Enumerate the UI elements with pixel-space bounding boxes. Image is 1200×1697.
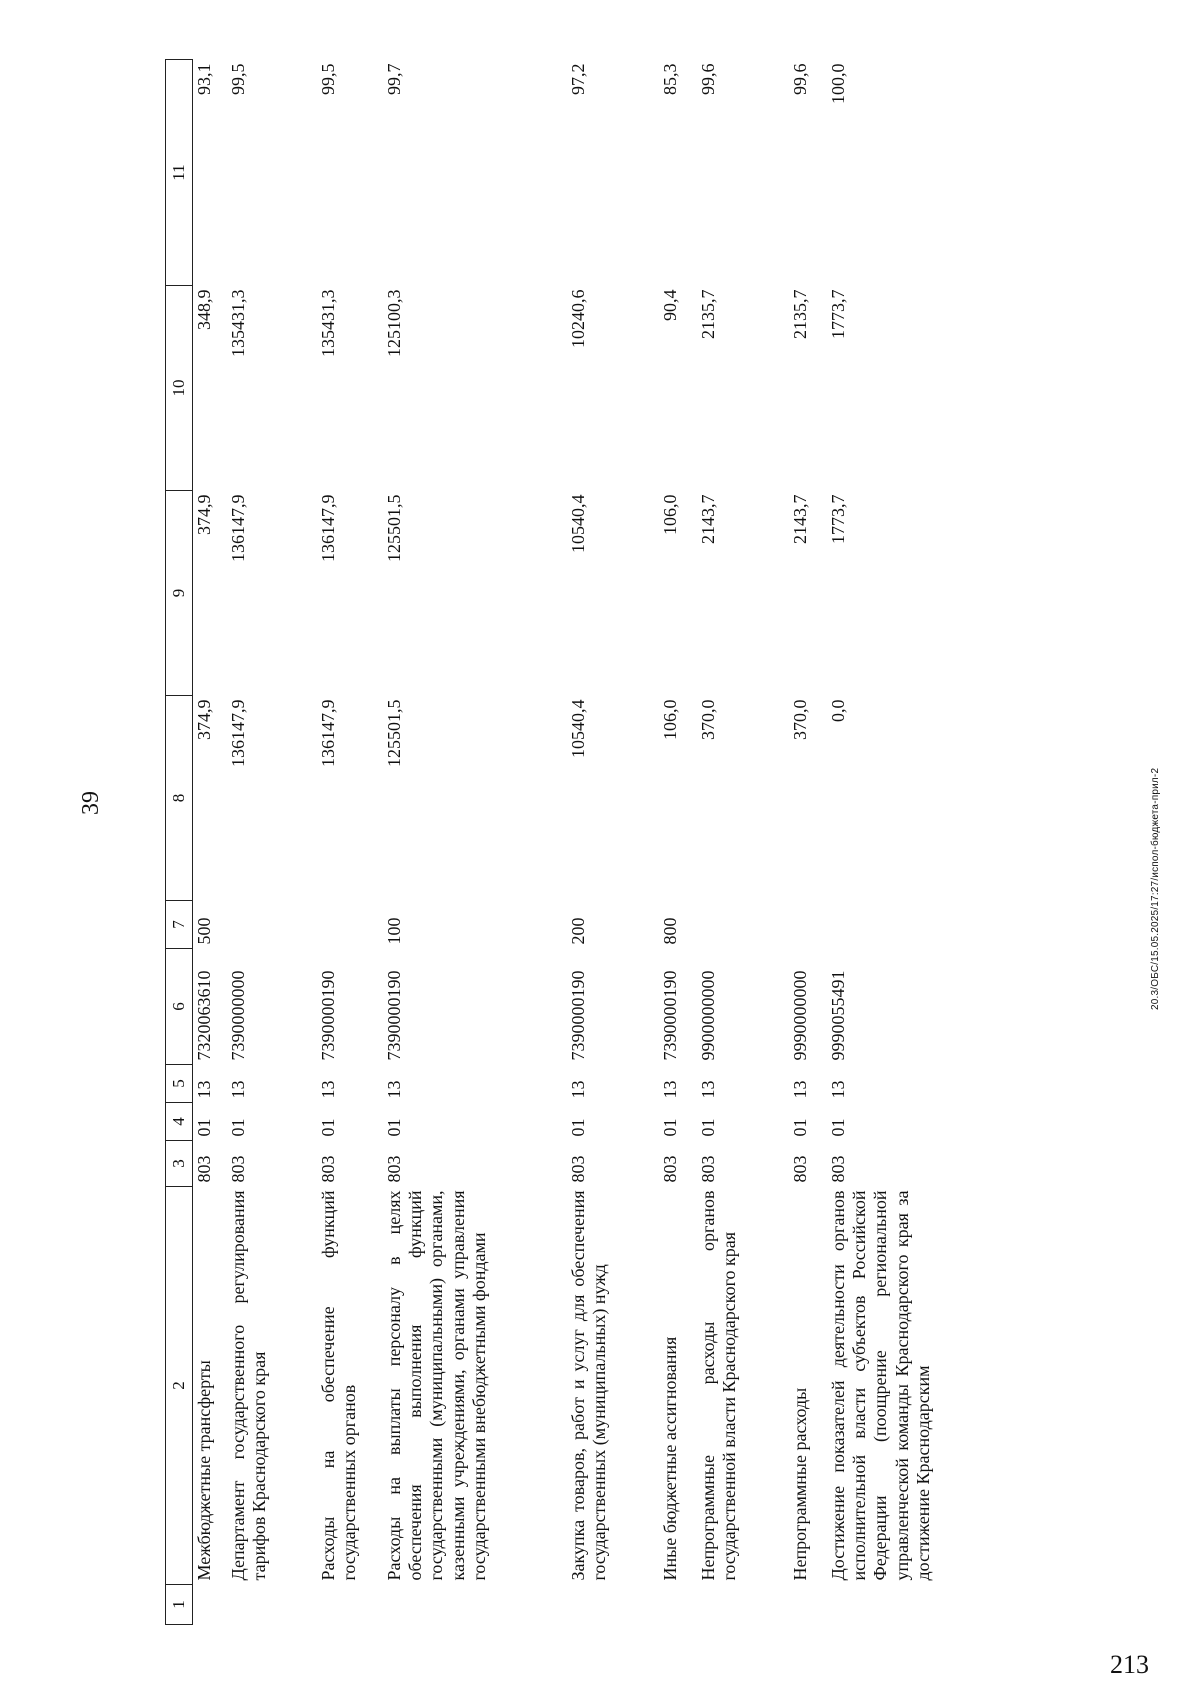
row-description: Департамент государственного регулирования тарифов Краснодарского края [228, 1190, 270, 1581]
row-description: Межбюджетные трансферты [194, 1360, 214, 1581]
cell-value-9: 10540,4 [568, 494, 588, 553]
cell-value-11: 99,5 [228, 63, 248, 95]
cell-ministry-code: 803 [828, 1155, 848, 1183]
cell-section-code: 01 [568, 1118, 588, 1137]
cell-value-10: 10240,6 [568, 289, 588, 348]
rotated-table-container [165, 60, 965, 1625]
document-stamp: 20.3/ОБС/15.05.2025/17:27/испол-бюджета-прил-2 [1150, 767, 1161, 1010]
row-index [828, 1585, 968, 1625]
row-description: Расходы на выплаты персоналу в целях обеспечения выполнения функций государственными (муниципальными) органами, казенными учреждениями, органами управления государственными внебюджетными фондами [384, 1190, 489, 1581]
cell-section-code: 01 [828, 1118, 848, 1137]
cell-target-article: 7390000190 [660, 970, 680, 1061]
cell-value-11: 99,6 [790, 63, 810, 95]
page-number-bottom: 213 [1110, 1650, 1149, 1679]
table-header-row [166, 60, 193, 1625]
cell-value-9: 1773,7 [828, 494, 848, 544]
cell-value-11: 85,3 [660, 63, 680, 95]
cell-expense-type: 800 [660, 917, 680, 945]
column-header: 6 [166, 949, 193, 1065]
cell-subsection-code: 13 [660, 1080, 680, 1099]
cell-target-article: 7320063610 [194, 970, 214, 1061]
cell-ministry-code: 803 [568, 1155, 588, 1183]
cell-value-9: 136147,9 [228, 494, 248, 562]
cell-section-code: 01 [384, 1118, 404, 1137]
cell-value-10: 1773,7 [828, 289, 848, 339]
table-row [568, 60, 660, 1625]
column-header: 9 [166, 491, 193, 696]
column-header: 11 [166, 60, 193, 286]
column-header: 2 [166, 1187, 193, 1585]
cell-value-10: 2135,7 [698, 289, 718, 339]
cell-value-9: 125501,5 [384, 494, 404, 562]
row-index [318, 1585, 384, 1625]
cell-ministry-code: 803 [318, 1155, 338, 1183]
cell-section-code: 01 [660, 1118, 680, 1137]
table-row [790, 60, 828, 1625]
row-description: Закупка товаров, работ и услуг для обеспечения государственных (муниципальных) нужд [568, 1190, 610, 1581]
cell-subsection-code: 13 [228, 1080, 248, 1099]
table-row [193, 60, 229, 1625]
cell-value-11: 99,5 [318, 63, 338, 95]
cell-section-code: 01 [228, 1118, 248, 1137]
cell-ministry-code: 803 [228, 1155, 248, 1183]
table-row [660, 60, 698, 1625]
cell-target-article: 9990000000 [790, 970, 810, 1061]
row-index [228, 1585, 318, 1625]
cell-subsection-code: 13 [384, 1080, 404, 1099]
cell-value-10: 125100,3 [384, 289, 404, 357]
cell-target-article: 7390000190 [318, 970, 338, 1061]
cell-value-8: 136147,9 [228, 699, 248, 767]
cell-value-9: 2143,7 [698, 494, 718, 544]
table-row [828, 60, 968, 1625]
cell-section-code: 01 [698, 1118, 718, 1137]
cell-value-8: 10540,4 [568, 699, 588, 758]
table-row [228, 60, 318, 1625]
row-index [698, 1585, 790, 1625]
cell-expense-type: 200 [568, 917, 588, 945]
cell-expense-type [318, 901, 384, 949]
cell-subsection-code: 13 [828, 1080, 848, 1099]
cell-target-article: 7390000190 [384, 970, 404, 1061]
cell-expense-type [790, 901, 828, 949]
cell-value-10: 135431,3 [228, 289, 248, 357]
cell-value-11: 97,2 [568, 63, 588, 95]
cell-subsection-code: 13 [318, 1080, 338, 1099]
column-header: 5 [166, 1065, 193, 1103]
cell-subsection-code: 13 [194, 1080, 214, 1099]
column-header: 1 [166, 1585, 193, 1625]
cell-subsection-code: 13 [790, 1080, 810, 1099]
budget-table [165, 59, 968, 1625]
cell-section-code: 01 [194, 1118, 214, 1137]
cell-subsection-code: 13 [568, 1080, 588, 1099]
cell-ministry-code: 803 [194, 1155, 214, 1183]
cell-expense-type: 100 [384, 917, 404, 945]
row-description: Непрограммные расходы органов государственной власти Краснодарского края [698, 1190, 740, 1581]
row-index [568, 1585, 660, 1625]
page-number-top: 39 [78, 791, 104, 815]
row-index [193, 1585, 229, 1625]
row-description: Иные бюджетные ассигнования [660, 1336, 680, 1581]
cell-expense-type [828, 901, 968, 949]
table-row [384, 60, 568, 1625]
cell-value-8: 370,0 [790, 699, 810, 740]
cell-value-8: 0,0 [828, 699, 848, 722]
cell-value-11: 99,6 [698, 63, 718, 95]
cell-value-11: 93,1 [194, 63, 214, 95]
table-row [698, 60, 790, 1625]
cell-value-9: 374,9 [194, 494, 214, 535]
row-description: Расходы на обеспечение функций государственных органов [318, 1190, 360, 1581]
cell-value-11: 99,7 [384, 63, 404, 95]
cell-value-9: 136147,9 [318, 494, 338, 562]
column-header: 10 [166, 286, 193, 491]
cell-expense-type [228, 901, 318, 949]
cell-value-8: 125501,5 [384, 699, 404, 767]
cell-ministry-code: 803 [384, 1155, 404, 1183]
cell-value-10: 2135,7 [790, 289, 810, 339]
cell-value-8: 136147,9 [318, 699, 338, 767]
cell-value-10: 348,9 [194, 289, 214, 330]
cell-value-10: 135431,3 [318, 289, 338, 357]
cell-value-9: 2143,7 [790, 494, 810, 544]
cell-target-article: 7390000190 [568, 970, 588, 1061]
cell-section-code: 01 [790, 1118, 810, 1137]
cell-value-8: 370,0 [698, 699, 718, 740]
table-row [318, 60, 384, 1625]
column-header: 3 [166, 1141, 193, 1187]
row-index [384, 1585, 568, 1625]
cell-expense-type [698, 901, 790, 949]
cell-ministry-code: 803 [698, 1155, 718, 1183]
cell-value-10: 90,4 [660, 289, 680, 321]
cell-ministry-code: 803 [790, 1155, 810, 1183]
cell-target-article: 7390000000 [228, 970, 248, 1061]
cell-section-code: 01 [318, 1118, 338, 1137]
row-index [660, 1585, 698, 1625]
cell-value-8: 106,0 [660, 699, 680, 740]
cell-value-9: 106,0 [660, 494, 680, 535]
column-header: 7 [166, 901, 193, 949]
cell-value-8: 374,9 [194, 699, 214, 740]
column-header: 8 [166, 696, 193, 901]
cell-target-article: 9990055491 [828, 970, 848, 1061]
row-index [790, 1585, 828, 1625]
cell-subsection-code: 13 [698, 1080, 718, 1099]
cell-expense-type: 500 [194, 917, 214, 945]
row-description: Непрограммные расходы [790, 1387, 810, 1581]
row-description: Достижение показателей деятельности органов исполнительной власти субъектов Российской Федерации (поощрение региональной управленческой команды Краснодарского края за достижение Краснодарским [828, 1190, 933, 1581]
cell-target-article: 9900000000 [698, 970, 718, 1061]
cell-value-11: 100,0 [828, 63, 848, 104]
column-header: 4 [166, 1103, 193, 1141]
cell-ministry-code: 803 [660, 1155, 680, 1183]
